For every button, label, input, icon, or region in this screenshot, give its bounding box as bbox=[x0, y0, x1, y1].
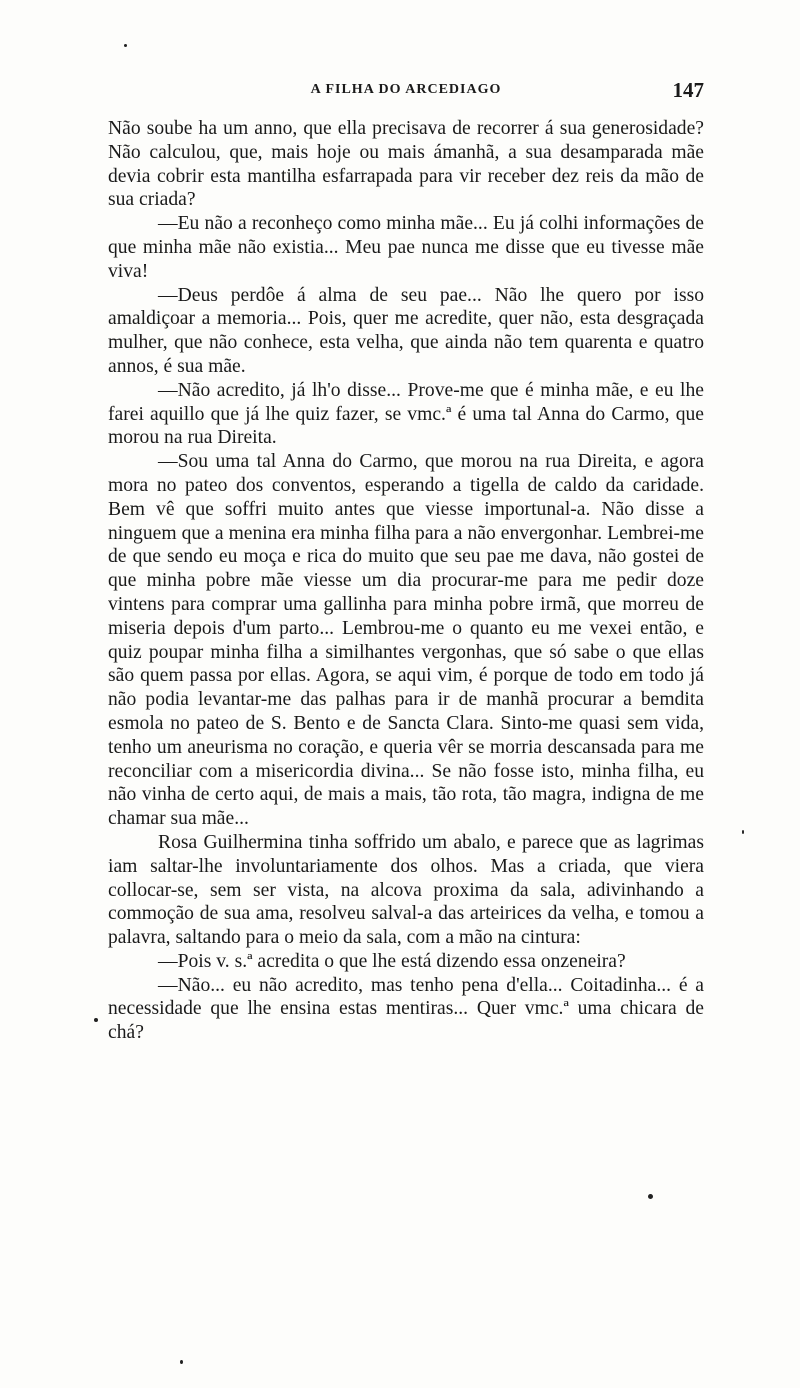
paragraph-1: Não soube ha um anno, que ella precisava de recorrer á sua generosidade? Não calculou, que, mais hoje ou mais ámanhã, a sua desamparada mãe devia cobrir esta mantilha esfarrapada para vir receber dez reis da mão de sua criada? bbox=[108, 118, 704, 211]
paragraph-5: —Sou uma tal Anna do Carmo, que morou na rua Direita, e agora mora no pateo dos conventos, esperando a tigella de caldo da caridade. Bem vê que soffri muito antes que viesse importunal-a. Não disse a ninguem que a menina era minha filha para a não envergonhar. Lembrei-me de que sendo eu moça e rica do muito que seu pae me dava, não gostei de que minha pobre mãe viesse um dia procurar-me para me pedir doze vintens para comprar uma gallinha para minha pobre irmã, que morreu de miseria depois d'um parto... Lembrou-me o quanto eu me vexei então, e quiz poupar minha filha a similhantes vergonhas, que só sabe o que ellas são quem passa por ellas. Agora, se aqui vim, é porque de todo em todo já não podia levantar-me das palhas para ir de manhã procurar a bemdita esmola no pateo de S. Bento e de Sancta Clara. Sinto-me quasi sem vida, tenho um aneurisma no coração, e queria vêr se morria descansada para me reconciliar com a misericordia divina... Se não fosse isto, minha filha, eu não vinha de certo aqui, de mais a mais, tão rota, tão magra, indigna de me chamar sua mãe... bbox=[108, 451, 704, 830]
paragraph-2: —Eu não a reconheço como minha mãe... Eu já colhi informações de que minha mãe não existia... Meu pae nunca me disse que eu tivesse mãe viva! bbox=[108, 213, 704, 282]
scan-speck bbox=[648, 1194, 653, 1199]
scan-speck bbox=[94, 1018, 98, 1022]
body-text bbox=[108, 117, 704, 1045]
scan-speck bbox=[742, 830, 744, 834]
paragraph-6: Rosa Guilhermina tinha soffrido um abalo, e parece que as lagrimas iam saltar-lhe involuntariamente dos olhos. Mas a criada, que viera collocar-se, sem ser vista, na alcova proxima da sala, adivinhando a commoção de sua ama, resolveu salval-a das arteirices da velha, e tomou a palavra, saltando para o meio da sala, com a mão na cintura: bbox=[108, 831, 704, 949]
scan-speck bbox=[180, 1360, 183, 1364]
paragraph-3: —Deus perdôe á alma de seu pae... Não lhe quero por isso amaldiçoar a memoria... Pois, quer me acredite, quer não, esta desgraçada mulher, que não conhece, esta velha, que ainda não tem quarenta e quatro annos, é sua mãe. bbox=[108, 284, 704, 377]
running-title: A FILHA DO ARCEDIAGO bbox=[310, 82, 502, 97]
paragraph-8: —Não... eu não acredito, mas tenho pena d'ella... Coitadinha... é a necessidade que lhe ensina estas mentiras... Quer vmc.ª uma chicara de chá? bbox=[108, 974, 704, 1044]
scan-speck bbox=[124, 44, 127, 47]
paragraph-7: —Pois v. s.ª acredita o que lhe está dizendo essa onzeneira? bbox=[158, 950, 626, 972]
page-number: 147 bbox=[672, 78, 704, 102]
paragraph-4: —Não acredito, já lh'o disse... Prove-me que é minha mãe, e eu lhe farei aquillo que já lhe quiz fazer, se vmc.ª é uma tal Anna do Carmo, que morou na rua Direita. bbox=[108, 379, 704, 449]
page-header bbox=[108, 78, 704, 104]
